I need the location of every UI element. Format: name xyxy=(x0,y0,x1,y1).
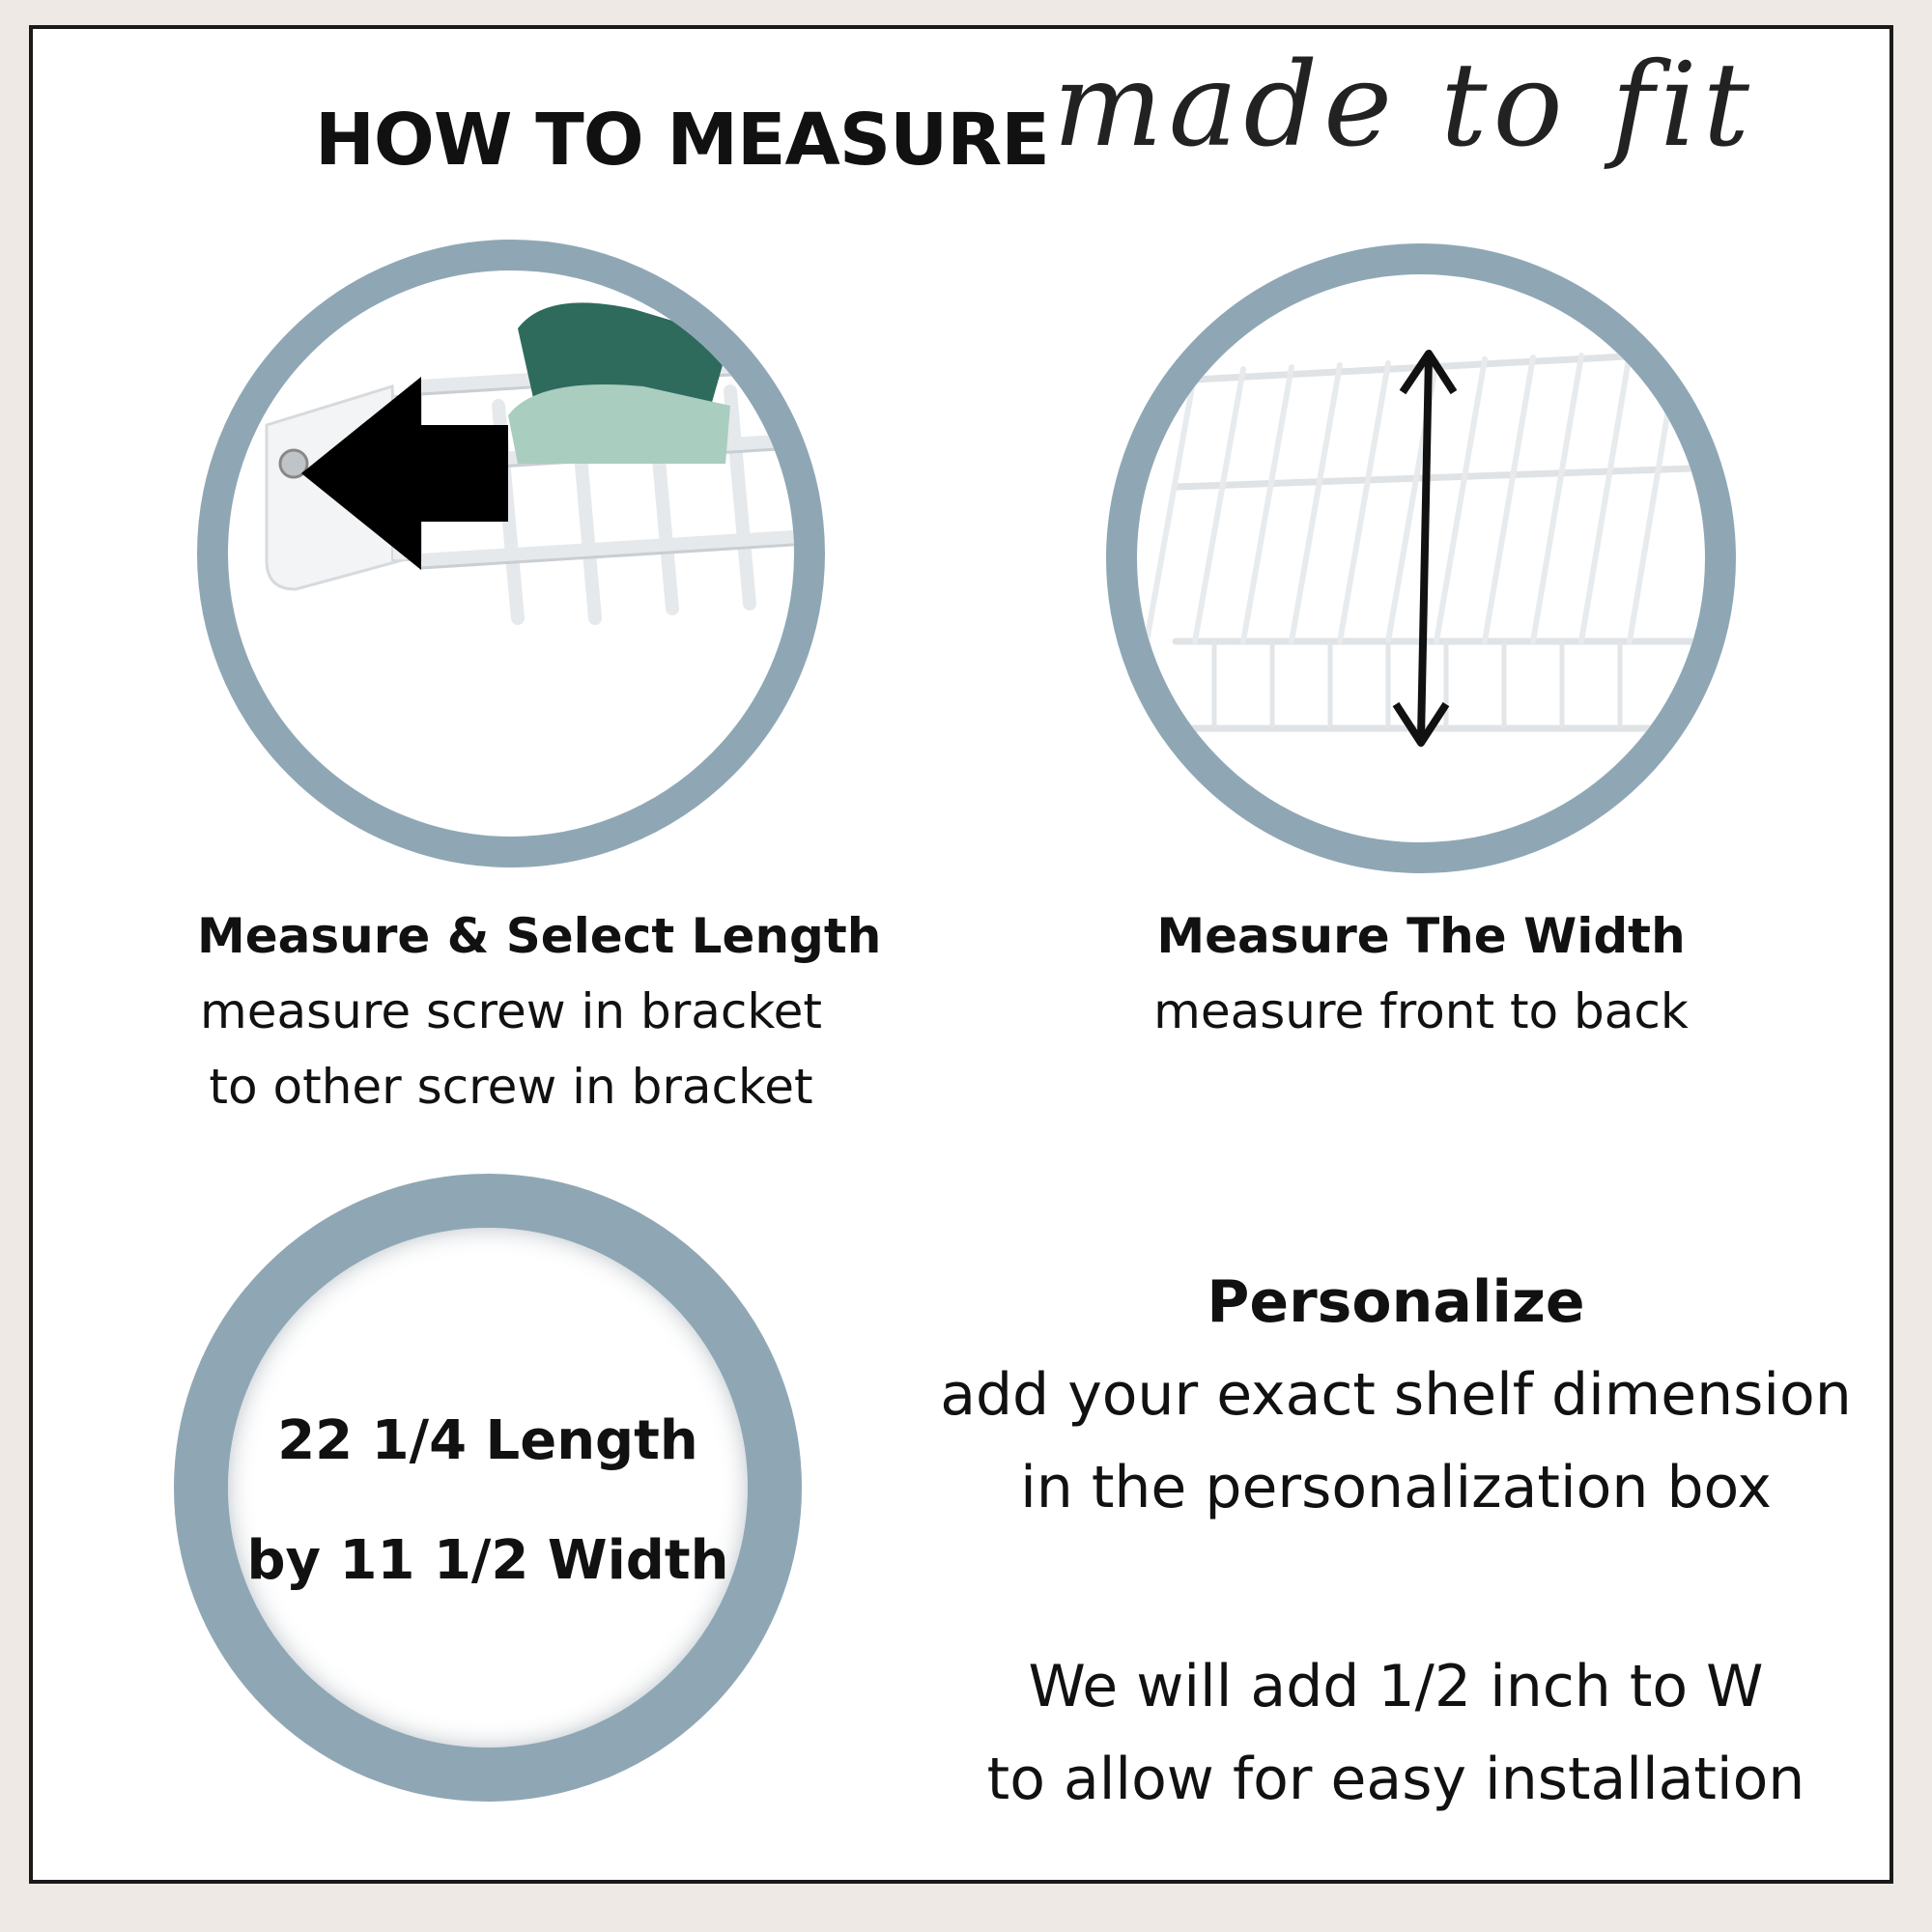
page-title: HOW TO MEASURE xyxy=(315,99,1049,182)
width-heading: Measure The Width xyxy=(1156,908,1686,964)
width-line-1: measure front to back xyxy=(1153,983,1689,1039)
personalize-block xyxy=(927,1256,1864,1826)
length-heading: Measure & Select Length xyxy=(197,908,882,964)
header xyxy=(0,0,1932,232)
personalize-line-1: add your exact shelf dimension xyxy=(940,1361,1852,1429)
bracket-illustration xyxy=(228,270,794,837)
bracket-photo-circle xyxy=(197,240,825,867)
length-caption xyxy=(197,898,882,1124)
length-line-1: measure screw in bracket xyxy=(200,983,822,1039)
dims-length: 22 1/4 Length xyxy=(277,1409,698,1472)
wire-shelf-illustration xyxy=(1137,274,1705,842)
length-line-2: to other screw in bracket xyxy=(209,1059,813,1115)
width-caption xyxy=(1106,898,1736,1049)
personalize-heading: Personalize xyxy=(1207,1268,1585,1336)
shelf-photo-circle xyxy=(1106,243,1736,873)
personalize-line-2: in the personalization box xyxy=(1020,1454,1772,1521)
dims-width: by 11 1/2 Width xyxy=(246,1529,729,1592)
personalize-line-3: We will add 1/2 inch to W xyxy=(1028,1653,1764,1720)
script-tagline: made to fit xyxy=(1053,39,1755,173)
personalize-line-4: to allow for easy installation xyxy=(986,1746,1805,1813)
example-dimensions-circle xyxy=(174,1174,802,1802)
